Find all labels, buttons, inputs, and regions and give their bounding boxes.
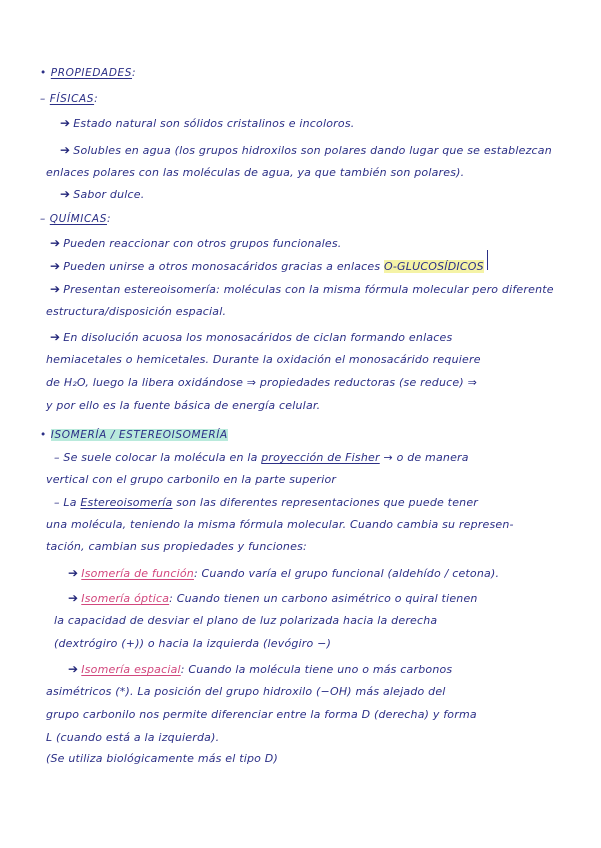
- arrow-icon: ➔: [60, 143, 71, 157]
- arrow-icon: ➔: [68, 591, 79, 605]
- propiedades-heading: • PROPIEDADES:: [40, 67, 137, 79]
- margin-mark: [487, 250, 488, 270]
- bullet-dot: •: [40, 67, 47, 79]
- arrow-icon: ➔: [50, 282, 61, 296]
- quimicas-heading: – QUÍMICAS:: [40, 213, 112, 225]
- quimica-item-3: ➔ Presentan estereoisomería: moléculas con la misma fórmula molecular pero diferente: [50, 282, 554, 296]
- quimica-item-4-cont-2: de H₂O, luego la libera oxidándose ⇒ propiedades reductoras (se reduce) ⇒: [46, 376, 477, 389]
- quimica-item-4-cont-1: hemiacetales o hemicetales. Durante la oxidación el monosacárido requiere: [46, 353, 481, 366]
- arrow-icon: ➔: [50, 259, 61, 273]
- quimica-item-4: ➔ En disolución acuosa los monosacáridos de ciclan formando enlaces: [50, 330, 453, 344]
- quimica-item-3-cont: estructura/disposición espacial.: [46, 305, 227, 318]
- isomeria-optica-cont-1: la capacidad de desviar el plano de luz polarizada hacia la derecha: [54, 614, 438, 627]
- isomeria-espacial: ➔ Isomería espacial: Cuando la molécula tiene uno o más carbonos: [68, 662, 453, 676]
- isomeria-funcion: ➔ Isomería de función: Cuando varía el grupo funcional (aldehído / cetona).: [68, 566, 500, 580]
- isomeria-espacial-cont-1: asimétricos (*). La posición del grupo hidroxilo (−OH) más alejado del: [46, 685, 446, 698]
- fisica-item-2-cont: enlaces polares con las moléculas de agua, ya que también son polares).: [46, 166, 465, 179]
- isomeria-item-2: – La Estereoisomería son las diferentes representaciones que puede tener: [54, 496, 479, 509]
- isomeria-espacial-cont-3: L (cuando está a la izquierda).: [46, 731, 220, 744]
- fisica-item-3: ➔ Sabor dulce.: [60, 187, 145, 201]
- isomeria-item-2-cont-2: tación, cambian sus propiedades y funciones:: [46, 540, 307, 553]
- isomeria-optica: ➔ Isomería óptica: Cuando tienen un carbono asimétrico o quiral tienen: [68, 591, 478, 605]
- arrow-icon: ➔: [50, 236, 61, 250]
- isomeria-optica-cont-2: (dextrógiro (+)) o hacia la izquierda (levógiro −): [54, 637, 332, 650]
- isomeria-heading: • ISOMERÍA / ESTEREOISOMERÍA: [40, 429, 228, 441]
- arrow-icon: ➔: [68, 662, 79, 676]
- quimica-item-4-cont-3: y por ello es la fuente básica de energía celular.: [46, 399, 321, 412]
- arrow-icon: ➔: [68, 566, 79, 580]
- isomeria-espacial-note: (Se utiliza biológicamente más el tipo D): [46, 752, 278, 765]
- quimica-item-1: ➔ Pueden reaccionar con otros grupos funcionales.: [50, 236, 342, 250]
- fisicas-heading: – FÍSICAS:: [40, 93, 99, 105]
- quimica-item-2: ➔ Pueden unirse a otros monosacáridos gracias a enlaces O-GLUCOSÍDICOS: [50, 259, 484, 273]
- fisica-item-1: ➔ Estado natural son sólidos cristalinos e incoloros.: [60, 116, 355, 130]
- isomeria-item-2-cont-1: una molécula, teniendo la misma fórmula molecular. Cuando cambia su represen-: [46, 518, 514, 531]
- bullet-dot: •: [40, 429, 47, 441]
- isomeria-espacial-cont-2: grupo carbonilo nos permite diferenciar entre la forma D (derecha) y forma: [46, 708, 477, 721]
- fisica-item-2: ➔ Solubles en agua (los grupos hidroxilos son polares dando lugar que se establezcan: [60, 143, 552, 157]
- isomeria-item-1-cont: vertical con el grupo carbonilo en la parte superior: [46, 473, 337, 486]
- arrow-icon: ➔: [50, 330, 61, 344]
- arrow-icon: ➔: [60, 187, 71, 201]
- isomeria-item-1: – Se suele colocar la molécula en la proyección de Fisher → o de manera: [54, 451, 469, 464]
- o-glucosidicos-highlight: O-GLUCOSÍDICOS: [384, 260, 484, 273]
- arrow-icon: ➔: [60, 116, 71, 130]
